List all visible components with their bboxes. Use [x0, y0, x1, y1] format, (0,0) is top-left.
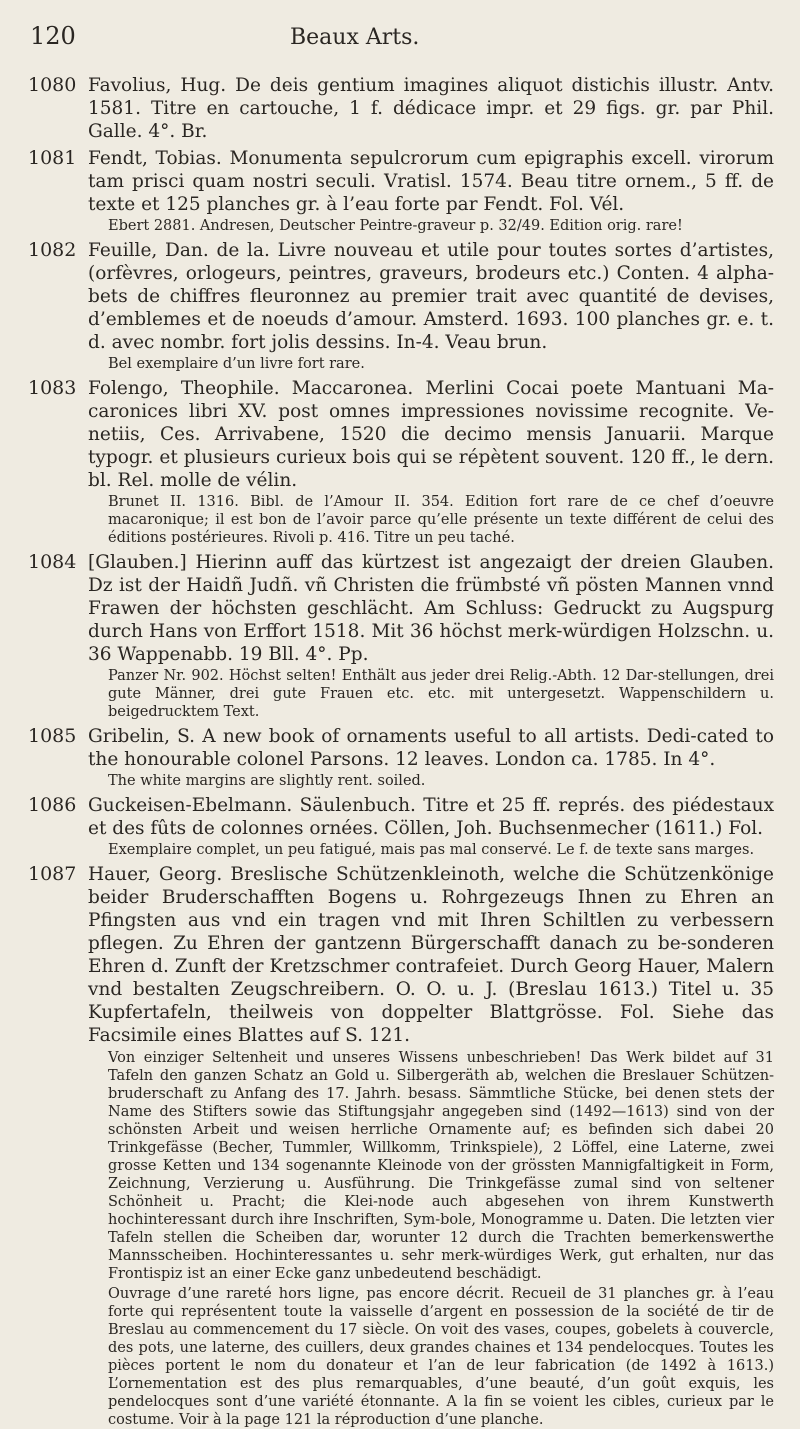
entry-number: 1081 — [28, 147, 77, 169]
catalogue-entry — [20, 725, 774, 790]
entry-number: 1084 — [28, 551, 77, 573]
entry-number: 1085 — [28, 725, 77, 747]
entry-text: Favolius, Hug. De deis gentium imagines aliquot distichis illustr. Antv. 1581. Titre en cartouche, 1 f. dédicace impr. et 29 figs. gr. par Phil. Galle. 4°. Br. — [88, 75, 774, 142]
page-number: 120 — [30, 22, 76, 50]
entry-text: Fendt, Tobias. Monumenta sepulcrorum cum epigraphis excell. virorum tam prisci quam nostri seculi. Vratisl. 1574. Beau titre ornem., 5 ff. de texte et 125 planches gr. à l’eau forte par Fendt. Fol. Vél. — [88, 148, 774, 215]
entry-number: 1082 — [28, 239, 77, 261]
entry-number: 1080 — [28, 74, 77, 96]
catalogue-entry — [20, 794, 774, 859]
entry-number: 1087 — [28, 863, 77, 885]
entry-text: Folengo, Theophile. Maccaronea. Merlini Cocai poete Mantuani Ma-caronices libri XV. post omnes impressiones novissime recognite. Ve-netiis, Ces. Arrivabene, 1520 die decimo mensis Januarii. Marque typogr. et plusieurs curieux bois qui se répètent souvent. 120 ff., le dern. bl. Rel. molle de vélin. — [88, 378, 774, 491]
entry-note: Exemplaire complet, un peu fatigué, mais pas mal conservé. Le f. de texte sans marges. — [108, 842, 755, 858]
running-title: Beaux Arts. — [290, 25, 420, 50]
catalogue-entry — [20, 551, 774, 721]
entry-description-french: Ouvrage d’une rareté hors ligne, pas encore décrit. Recueil de 31 planches gr. à l’eau forte qui représentent toute la vaisselle d’argent en possession de la société de tir de Breslau au commencement du 17 siècle. On voit des vases, coupes, gobelets à couvercle, des pots, une laterne, des cuillers, deux grandes chaines et 134 pendelocques. Toutes les pièces portent le nom du donateur et l’an de leur fabrication (de 1492 à 1613.) L’ornementation est des plus remarquables, d’une beauté, d’un goût exquis, les pendelocques sont d’une variété étonnante. A la fin se voient les cibles, curieux par le costume. Voir à la page 121 la réproduction d’une planche. — [108, 1286, 774, 1428]
entry-note: The white margins are slightly rent. soiled. — [108, 773, 426, 789]
entry-text: Hauer, Georg. Breslische Schützenkleinoth, welche die Schützenkönige beider Bruderschafften Bogens u. Rohrgezeugs Ihnen zu Ehren an Pfingsten aus vnd ein tragen vnd mit Ihren Schiltlen zu verbessern pflegen. Zu Ehren der gantzenn Bürgerschafft danach zu be-sonderen Ehren d. Zunft der Kretzschmer contrafeiet. Durch Georg Hauer, Malern vnd bestalten Zeugschreibern. O. O. u. J. (Breslau 1613.) Titel u. 35 Kupfertafeln, theilweis von doppelter Blattgrösse. Fol. Siehe das Facsimile eines Blattes auf S. 121. — [88, 864, 774, 1046]
entry-note: Bel exemplaire d’un livre fort rare. — [108, 356, 365, 372]
entry-number: 1086 — [28, 794, 77, 816]
catalogue-entry — [20, 147, 774, 235]
catalogue-entry — [20, 377, 774, 547]
entry-description-german: Von einziger Seltenheit und unseres Wissens unbeschrieben! Das Werk bildet auf 31 Tafeln den ganzen Schatz an Gold u. Silbergeräth ab, welchen die Breslauer Schützen-bruderschaft zu Anfang des 17. Jahrh. besass. Sämmtliche Stücke, bei denen stets der Name des Stifters sowie das Stiftungsjahr angegeben sind (1492—1613) sind von der schönsten Arbeit und weisen herrliche Ornamente auf; es befinden sich dabei 20 Trinkgefässe (Becher, Tummler, Willkomm, Trinkspiele), 2 Löffel, eine Laterne, zwei grosse Ketten und 134 sogenannte Kleinode von der grössten Mannigfaltigkeit in Form, Zeichnung, Verzierung u. Ausführung. Die Trinkgefässe zumal sind von seltener Schönheit u. Pracht; die Klei-node auch abgesehen von ihrem Kunstwerth hochinteressant durch ihre Inschriften, Sym-bole, Monogramme u. Daten. Die letzten vier Tafeln stellen die Scheiben dar, worunter 12 durch die Trachten bemerkenswerthe Mannsscheiben. Hochinteressantes u. sehr merk-würdiges Werk, gut erhalten, nur das Frontispiz ist an einer Ecke ganz unbedeutend beschädigt. — [108, 1050, 774, 1282]
catalogue-entry — [20, 239, 774, 373]
entry-number: 1083 — [28, 377, 77, 399]
entry-note: Ebert 2881. Andresen, Deutscher Peintre-graveur p. 32/49. Edition orig. rare! — [108, 218, 683, 234]
page-header — [20, 22, 774, 50]
entry-note: Panzer Nr. 902. Höchst selten! Enthält aus jeder drei Relig.-Abth. 12 Dar-stellungen, drei gute Männer, drei gute Frauen etc. etc. mit untergesetzt. Wappenschildern u. beigedrucktem Text. — [108, 668, 774, 720]
catalogue-entry — [20, 863, 774, 1429]
catalogue-entry — [20, 74, 774, 143]
entry-list — [20, 74, 774, 1429]
entry-text: Feuille, Dan. de la. Livre nouveau et utile pour toutes sortes d’artistes, (orfèvres, orlogeurs, peintres, graveurs, brodeurs etc.) Conten. 4 alpha-bets de chiffres fleuronnez au premier trait avec quantité de devises, d’emblemes et de noeuds d’amour. Amsterd. 1693. 100 planches gr. e. t. d. avec nombr. fort jolis dessins. In-4. Veau brun. — [88, 240, 774, 353]
entry-text: Guckeisen-Ebelmann. Säulenbuch. Titre et 25 ff. représ. des piédestaux et des fûts de colonnes ornées. Cöllen, Joh. Buchsenmecher (1611.) Fol. — [88, 795, 774, 839]
entry-text: [Glauben.] Hierinn auff das kürtzest ist angezaigt der dreien Glauben. Dz ist der Haidñ Judñ. vñ Christen die frümbsté vñ pösten Mannen vnnd Frawen der höchsten geschlächt. Am Schluss: Gedruckt zu Augspurg durch Hans von Erffort 1518. Mit 36 höchst merk-würdigen Holzschn. u. 36 Wappenabb. 19 Bll. 4°. Pp. — [88, 552, 774, 665]
entry-text: Gribelin, S. A new book of ornaments useful to all artists. Dedi-cated to the honourable colonel Parsons. 12 leaves. London ca. 1785. In 4°. — [88, 726, 774, 770]
entry-note: Brunet II. 1316. Bibl. de l’Amour II. 354. Edition fort rare de ce chef d’oeuvre macaronique; il est bon de l’avoir parce qu’elle présente un texte différent de celui des éditions postérieures. Rivoli p. 416. Titre un peu taché. — [108, 494, 774, 546]
